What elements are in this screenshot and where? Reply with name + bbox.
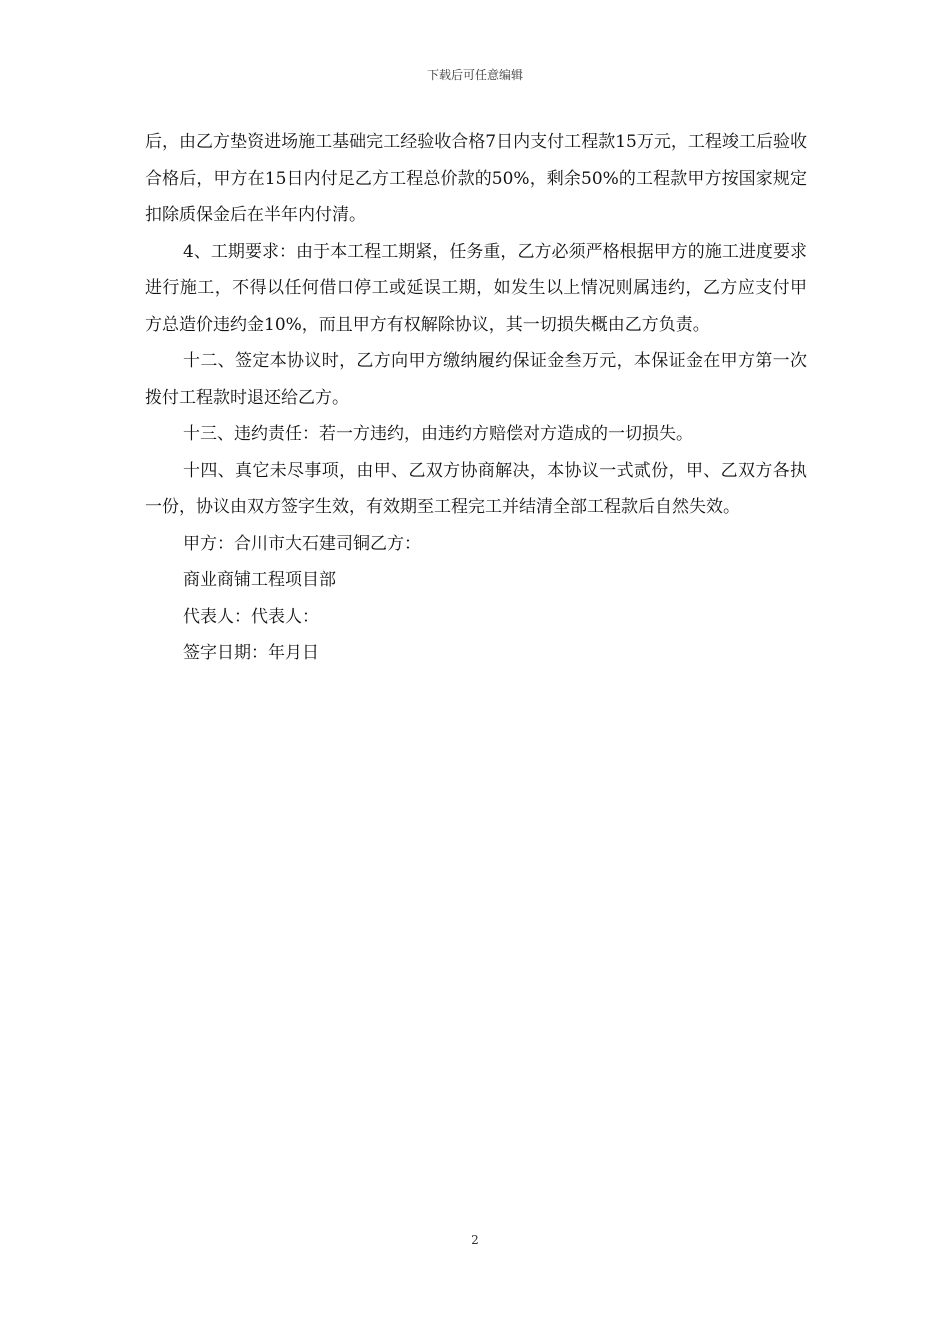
paragraph-schedule-requirement: 4、工期要求：由于本工程工期紧，任务重，乙方必须严格根据甲方的施工进度要求进行施工，不得以任何借口停工或延误工期，如发生以上情况则属违约，乙方应支付甲方总造价违约金10%，而且甲方有权解除协议，其一切损失概由乙方负责。 [145,241,807,335]
page-number: 2 [471,1233,479,1247]
paragraph-clause-13: 十三、违约责任：若一方违约，由违约方赔偿对方造成的一切损失。 [183,424,693,444]
signature-party-line: 甲方：合川市大石建司铜乙方： [183,533,421,554]
paragraph-payment-terms: 后，由乙方垫资进场施工基础完工经验收合格7日内支付工程款15万元，工程竣工后验收合格后，甲方在15日内付足乙方工程总价款的50%，剩余50%的工程款甲方按国家规定扣除质保金后在半年内付清。 [145,132,807,225]
paragraph-clause-12: 十二、签定本协议时，乙方向甲方缴纳履约保证金叁万元，本保证金在甲方第一次拨付工程款时退还给乙方。 [145,351,807,408]
signature-representatives: 代表人：代表人： [183,606,319,627]
signature-date: 签字日期：年月日 [183,643,319,663]
paragraph-clause-14: 十四、真它未尽事项，由甲、乙双方协商解决，本协议一式贰份，甲、乙双方各执一份，协议由双方签字生效，有效期至工程完工并结清全部工程款后自然失效。 [145,460,807,517]
signature-project-department: 商业商铺工程项目部 [183,570,336,590]
document-body [145,124,807,672]
page-header: 下载后可任意编辑 [426,68,523,82]
